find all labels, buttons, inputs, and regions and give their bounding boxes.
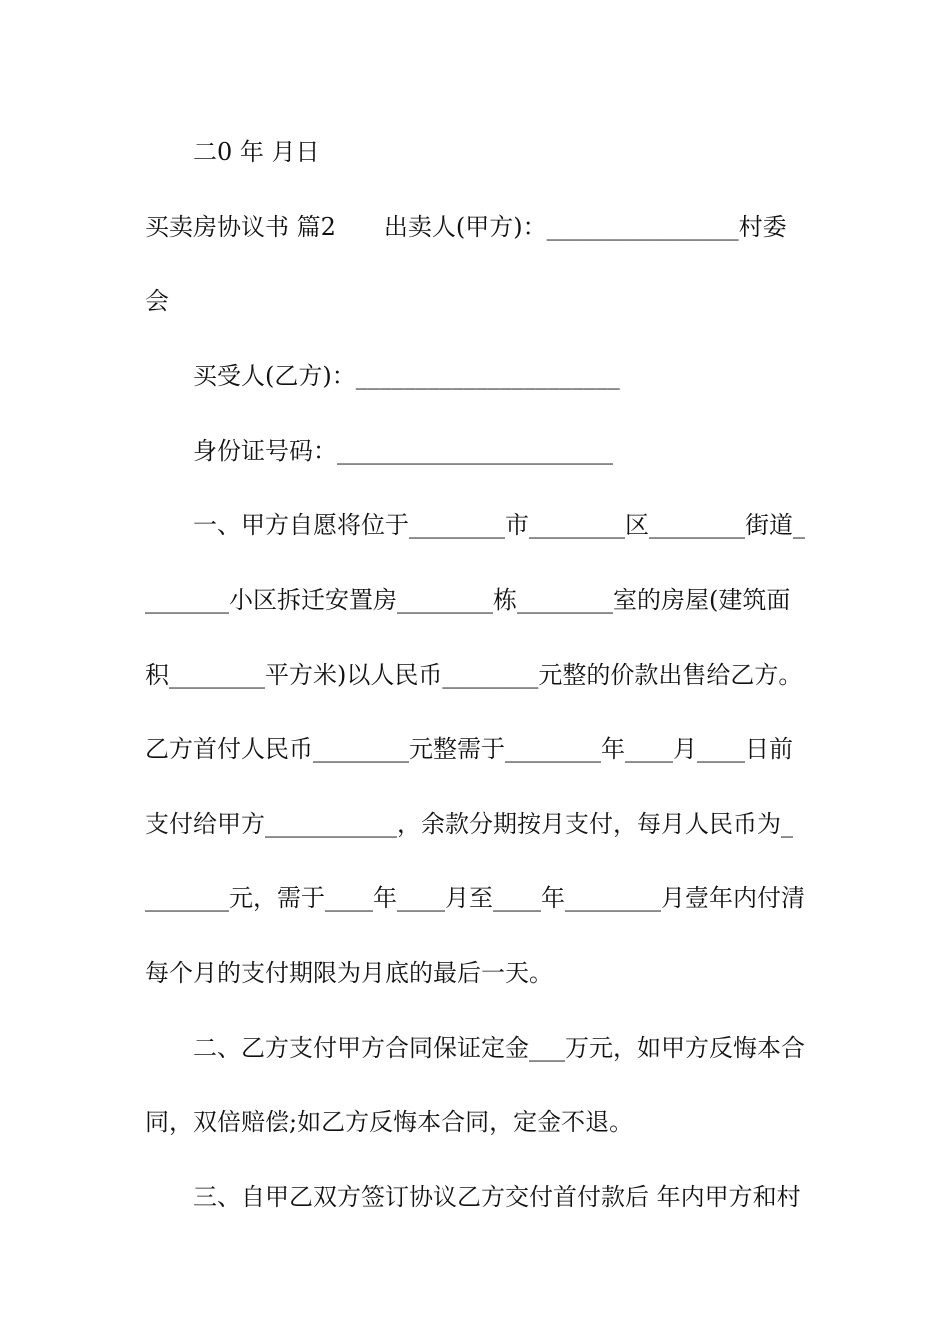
clause-1-line-6: _______元，需于____年____月至____年________月壹年内付清 bbox=[145, 884, 805, 912]
clause-2-line-2: 同，双倍赔偿;如乙方反悔本合同，定金不退。 bbox=[145, 1108, 634, 1136]
clause-1-line-4: 乙方首付人民币________元整需于________年____月____日前 bbox=[145, 735, 793, 763]
clause-1-line-3: 积________平方米)以人民币________元整的价款出售给乙方。 bbox=[145, 661, 803, 689]
agreement-title-seller-line: 买卖房协议书 篇2 出卖人(甲方)：________________村委 bbox=[145, 213, 787, 241]
clause-1-line-5: 支付给甲方___________，余款分期按月支付，每月人民币为_ bbox=[145, 810, 793, 838]
clause-1-line-7: 每个月的支付期限为月底的最后一天。 bbox=[145, 959, 553, 987]
seller-continuation-line: 会 bbox=[145, 287, 169, 315]
clause-1-line-2: _______小区拆迁安置房________栋________室的房屋(建筑面 bbox=[145, 586, 791, 614]
clause-3-line-1: 三、自甲乙双方签订协议乙方交付首付款后 年内甲方和村 bbox=[193, 1183, 801, 1211]
clause-1-line-1: 一、甲方自愿将位于________市________区________街道_ bbox=[193, 511, 805, 539]
date-line: 二0 年 月日 bbox=[193, 138, 320, 166]
id-number-line: 身份证号码：_______________________ bbox=[193, 437, 613, 465]
buyer-line: 买受人(乙方)：______________________ bbox=[193, 362, 620, 390]
clause-2-line-1: 二、乙方支付甲方合同保证定金___万元，如甲方反悔本合 bbox=[193, 1034, 805, 1062]
